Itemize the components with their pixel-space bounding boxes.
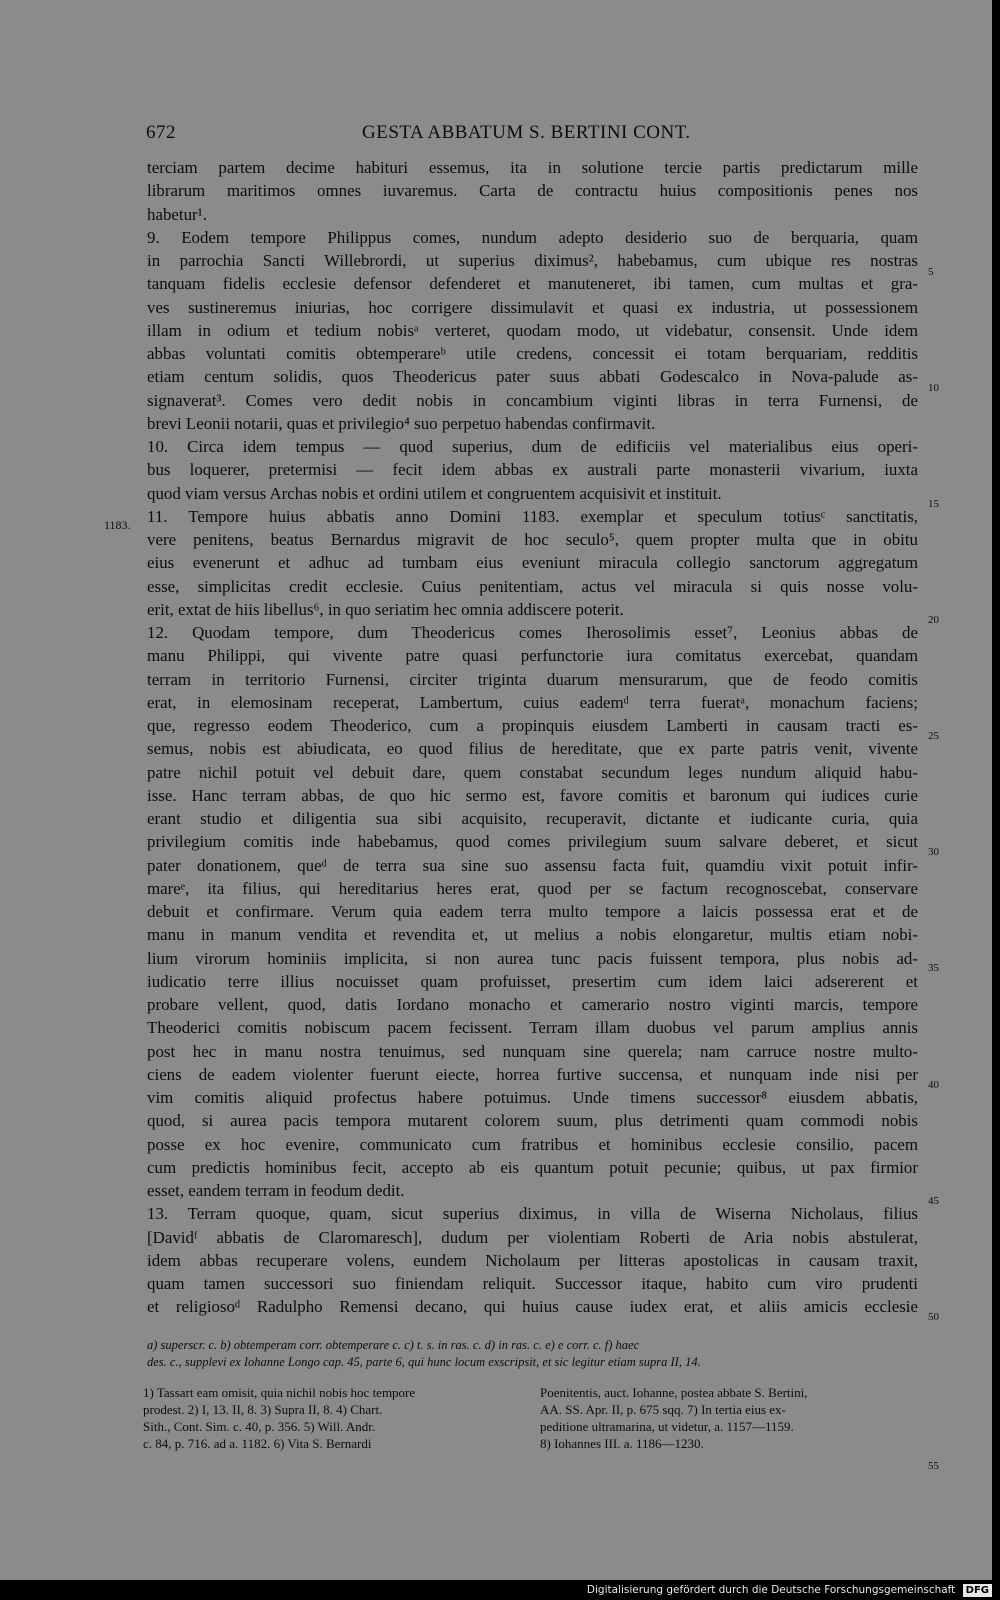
line-number: 10	[928, 382, 939, 394]
line-number: 15	[928, 498, 939, 510]
footnote-right: peditione ultramarina, ut videtur, a. 1157—1159.	[540, 1419, 794, 1434]
text-line: illam in odium et tedium nobisᵃ verteret, quodam modo, ut videbatur, consensit. Unde idem	[147, 320, 918, 340]
text-line: lium virorum hominiis implicita, si non aurea tunc pacis fuissent tempora, plus nobis ad-	[147, 948, 918, 968]
text-line: quod, si aurea pacis tempora mutarent colorem suum, plus detrimenti quam commodi nobis	[147, 1111, 918, 1131]
footnote-right: AA. SS. Apr. II, p. 675 sqq. 7) In tertia eius ex-	[540, 1402, 786, 1417]
text-line: quam tamen successori suo finiendam reliquit. Successor itaque, habito cum viro prudenti	[147, 1274, 918, 1293]
text-line: mareᵉ, ita filius, qui hereditarius heres erat, quod per se factum recognoscebat, conservare	[147, 878, 918, 898]
text-line: 11. Tempore huius abbatis anno Domini 1183. exemplar et speculum totiusᶜ sanctitatis,	[147, 506, 918, 526]
line-number: 55	[928, 1460, 939, 1472]
text-line: habetur¹.	[147, 204, 207, 224]
footnote-right: Poenitentis, auct. Iohanne, postea abbate S. Bertini,	[540, 1385, 808, 1400]
critical-note: des. c., supplevi ex Iohanne Longo cap. 45, parte 6, qui hunc locum exscripsit, et sic legitur etiam supra II, 14.	[147, 1355, 701, 1369]
critical-note: a) superscr. c. b) obtemperam corr. obtemperare c. c) t. s. in ras. c. d) in ras. c. e) e corr. c. f) haec	[147, 1338, 640, 1352]
text-line: 13. Terram quoque, quam, sicut superius diximus, in villa de Wiserna Nicholaus, filius	[147, 1204, 918, 1224]
text-line: semus, nobis est abiudicata, eo quod filius de hereditate, que ex parte patris venit, vivente	[147, 739, 918, 759]
margin-year: 1183.	[104, 518, 131, 532]
text-line: tanquam fidelis ecclesie defensor defenderet et manuteneret, ibi tamen, cum multas et gra-	[147, 274, 918, 294]
footnote-right: 8) Iohannes III. a. 1186—1230.	[540, 1436, 704, 1451]
text-line: [Davidᶠ abbatis de Claromaresch], dudum per violentiam Roberti de Aria nobis abstulerat,	[147, 1227, 918, 1247]
text-line: esse, simplicitas credit ecclesie. Cuius penitentiam, actus vel miracula si quis nosse volu-	[147, 576, 918, 596]
text-line: vere penitens, beatus Bernardus migravit de hoc seculo⁵, quem propter multa que in obitu	[147, 530, 918, 549]
text-line: probare vellent, quod, datis Iordano monacho et camerario nostro viginti marcis, tempore	[147, 995, 918, 1014]
text-line: patre nichil potuit vel debuit dare, quem constabat secundum leges nundum aliquid habu-	[147, 762, 918, 782]
text-line: vim comitis aliquid profectus habere potuimus. Unde timens successor⁸ eiusdem abbatis,	[147, 1088, 918, 1107]
text-line: posse ex hoc evenire, communicato cum fratribus et hominibus ecclesie consilio, pacem	[147, 1134, 918, 1154]
credit-text: Digitalisierung gefördert durch die Deutsche Forschungsgemeinschaft	[586, 1584, 956, 1596]
dfg-logo: DFG	[963, 1584, 992, 1597]
text-line: isse. Hanc terram abbas, de quo hic sermo est, favore comitis et baronum qui iudices curie	[147, 785, 918, 805]
line-number: 20	[928, 614, 939, 626]
line-number: 50	[928, 1311, 939, 1323]
text-line: et religiosoᵈ Radulpho Remensi decano, qui huius cause iudex erat, et aliis amicis ecclesie	[147, 1297, 918, 1317]
text-line: erit, extat de hiis libellus⁶, in quo seriatim hec omnia addiscere poterit.	[147, 599, 624, 619]
text-line: pater donationem, queᵈ de terra sua sine suo assensu facta fuit, quamdiu vixit potuit infir-	[147, 855, 918, 875]
text-line: ves sustineremus iniurias, hoc corrigere dissimulavit et quasi ex industria, ut possessionem	[147, 297, 918, 317]
text-line: quod viam versus Archas nobis et ordini utilem et congruentem acquisivit et instituit.	[147, 483, 722, 503]
text-line: abbas voluntati comitis obtemperareᵇ utile credens, concessit ei totam berquariam, redditis	[147, 344, 918, 363]
line-number: 5	[928, 266, 934, 278]
text-line: librarum maritimos omnes iuvaremus. Carta de contractu huius compositionis penes nos	[147, 181, 918, 201]
line-number: 45	[928, 1195, 939, 1207]
text-line: etiam centum solidis, quos Theodericus pater suus abbati Godescalco in Nova-palude as-	[147, 367, 918, 387]
digitization-credit-bar	[0, 1580, 1000, 1600]
text-line: terram in territorio Furnensi, circiter triginta duarum mensurarum, que de feodo comitis	[147, 669, 918, 689]
text-line: brevi Leonii notarii, quas et privilegio⁴ suo perpetuo habendas confirmavit.	[147, 413, 656, 433]
line-number: 40	[928, 1079, 939, 1091]
text-line: erat, in elemosinam receperat, Lambertum, cuius eademᵈ terra fueratᵃ, monachum faciens;	[147, 692, 918, 712]
footnote-left: c. 84, p. 716. ad a. 1182. 6) Vita S. Bernardi	[143, 1436, 372, 1451]
line-number: 30	[928, 846, 939, 858]
text-line: post hec in manu nostra tenuimus, sed nunquam sine querela; nam carruce nostre multo-	[147, 1041, 918, 1061]
text-line: signaverat³. Comes vero dedit nobis in concambium viginti libras in terra Furnensi, de	[147, 390, 918, 410]
text-line: esset, eandem terram in feodum dedit.	[147, 1181, 405, 1200]
text-line: Theoderici comitis nobiscum pacem fecissent. Terram illam duobus vel parum amplius annis	[147, 1018, 918, 1038]
text-line: idem abbas recuperare volens, eundem Nicholaum per litteras apostolicas in causam traxit,	[147, 1250, 918, 1270]
text-line: debuit et confirmare. Verum quia eadem terra multo tempore a laicis possessa erat et de	[147, 902, 918, 921]
text-line: bus loquerer, pretermisi — fecit idem abbas ex australi parte monasterii vivarium, iuxta	[147, 460, 918, 480]
footnote-left: Sith., Cont. Sim. c. 40, p. 356. 5) Will. Andr.	[143, 1419, 376, 1434]
line-number: 35	[928, 962, 939, 974]
footnote-left: 1) Tassart eam omisit, quia nichil nobis hoc tempore	[143, 1385, 416, 1400]
line-number: 25	[928, 730, 939, 742]
text-line: privilegium comitis inde habebamus, quod comes privilegium suum salvare deberet, et sicut	[147, 832, 918, 852]
text-line: cum predictis hominibus fecit, accepto ab eis quantum potuit pecunie; quibus, ut pax firmior	[147, 1157, 918, 1177]
running-title: GESTA ABBATUM S. BERTINI CONT.	[362, 122, 691, 143]
text-line: terciam partem decime habituri essemus, ita in solutione tercie partis predictarum mille	[147, 158, 918, 177]
text-line: iudicatio terre illius nocuisset quam profuisset, presertim cum idem laici adsererent et	[147, 971, 918, 991]
page-number: 672	[146, 122, 176, 143]
text-line: que, regresso eodem Theoderico, cum a propinquis eiusdem Lamberti in causam tracti es-	[147, 716, 918, 735]
text-line: manu in manum vendita et revendita et, ut melius a nobis elongaretur, multis etiam nobi-	[147, 925, 918, 945]
footnote-left: prodest. 2) I, 13. II, 8. 3) Supra II, 8. 4) Chart.	[143, 1402, 383, 1417]
text-line: 12. Quodam tempore, dum Theodericus comes Iherosolimis esset⁷, Leonius abbas de	[147, 623, 918, 642]
text-line: eius evenerunt et adhuc ad tumbam eius eveniunt miracula collegio sanctorum aggregatum	[147, 553, 918, 573]
text-line: manu Philippi, qui vivente patre quasi perfunctorie iura comitatus exercebat, quandam	[147, 646, 918, 666]
text-line: in parrochia Sancti Willebrordi, ut superius diximus², habebamus, cum ubique res nostras	[147, 251, 918, 270]
text-line: 9. Eodem tempore Philippus comes, nundum adepto desiderio suo de berquaria, quam	[147, 227, 918, 247]
text-line: ciens de eadem violenter fuerunt eiecte, horrea furtive succensa, et nunquam inde nisi per	[147, 1064, 918, 1084]
text-line: 10. Circa idem tempus — quod superius, dum de edificiis vel materialibus eius operi-	[147, 437, 918, 456]
text-line: erant studio et diligentia sua sibi acquisito, recuperavit, dictante et iudicante curia, quia	[147, 809, 918, 828]
